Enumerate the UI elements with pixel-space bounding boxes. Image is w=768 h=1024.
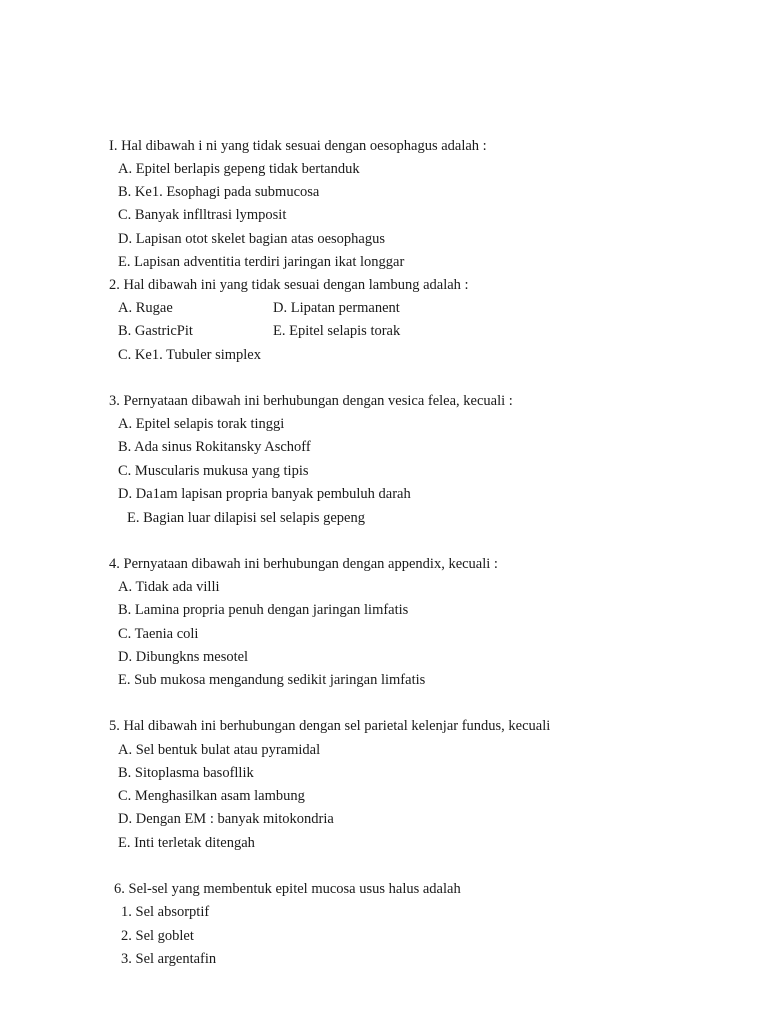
- question-3-option-c: C. Muscularis mukusa yang tipis: [118, 463, 309, 479]
- question-2-option-b: B. GastricPit: [118, 323, 193, 339]
- question-4-option-e: E. Sub mukosa mengandung sedikit jaringan limfatis: [118, 672, 426, 688]
- question-1-option-b: B. Ke1. Esophagi pada submucosa: [118, 184, 320, 200]
- question-5-option-d: D. Dengan EM : banyak mitokondria: [118, 811, 334, 827]
- question-2-option-a: A. Rugae: [118, 300, 173, 316]
- question-4-option-d: D. Dibungkns mesotel: [118, 649, 249, 665]
- question-2-option-d: D. Lipatan permanent: [273, 300, 400, 316]
- question-3-option-d: D. Da1am lapisan propria banyak pembuluh darah: [118, 486, 411, 502]
- question-2-option-c: C. Ke1. Tubuler simplex: [118, 347, 261, 363]
- question-5-prompt: 5. Hal dibawah ini berhubungan dengan sel parietal kelenjar fundus, kecuali: [109, 718, 551, 734]
- question-2-prompt: 2. Hal dibawah ini yang tidak sesuai dengan lambung adalah :: [109, 277, 469, 293]
- question-3-option-a: A. Epitel selapis torak tinggi: [118, 416, 285, 432]
- question-6-prompt: 6. Sel-sel yang membentuk epitel mucosa usus halus adalah: [114, 881, 461, 897]
- question-4-option-c: C. Taenia coli: [118, 626, 199, 642]
- question-4-option-a: A. Tidak ada villi: [118, 579, 220, 595]
- question-6-option-2: 2. Sel goblet: [121, 928, 194, 944]
- question-6-option-3: 3. Sel argentafin: [121, 951, 217, 967]
- question-1-option-d: D. Lapisan otot skelet bagian atas oesophagus: [118, 231, 385, 247]
- question-4-option-b: B. Lamina propria penuh dengan jaringan limfatis: [118, 602, 409, 618]
- question-2-option-e: E. Epitel selapis torak: [273, 323, 401, 339]
- question-1-option-c: C. Banyak inflltrasi lymposit: [118, 207, 287, 223]
- question-3-option-b: B. Ada sinus Rokitansky Aschoff: [118, 439, 311, 455]
- question-3-prompt: 3. Pernyataan dibawah ini berhubungan dengan vesica felea, kecuali :: [109, 393, 513, 409]
- question-3-option-e: E. Bagian luar dilapisi sel selapis gepeng: [127, 510, 365, 526]
- question-4-prompt: 4. Pernyataan dibawah ini berhubungan dengan appendix, kecuali :: [109, 556, 498, 572]
- question-1-option-e: E. Lapisan adventitia terdiri jaringan ikat longgar: [118, 254, 405, 270]
- question-5-option-a: A. Sel bentuk bulat atau pyramidal: [118, 742, 321, 758]
- question-6-option-1: 1. Sel absorptif: [121, 904, 210, 920]
- question-5-option-e: E. Inti terletak ditengah: [118, 835, 255, 851]
- question-1-option-a: A. Epitel berlapis gepeng tidak bertanduk: [118, 161, 360, 177]
- question-5-option-b: B. Sitoplasma basofllik: [118, 765, 254, 781]
- question-1-prompt: I. Hal dibawah i ni yang tidak sesuai dengan oesophagus adalah :: [109, 138, 487, 154]
- question-5-option-c: C. Menghasilkan asam lambung: [118, 788, 305, 804]
